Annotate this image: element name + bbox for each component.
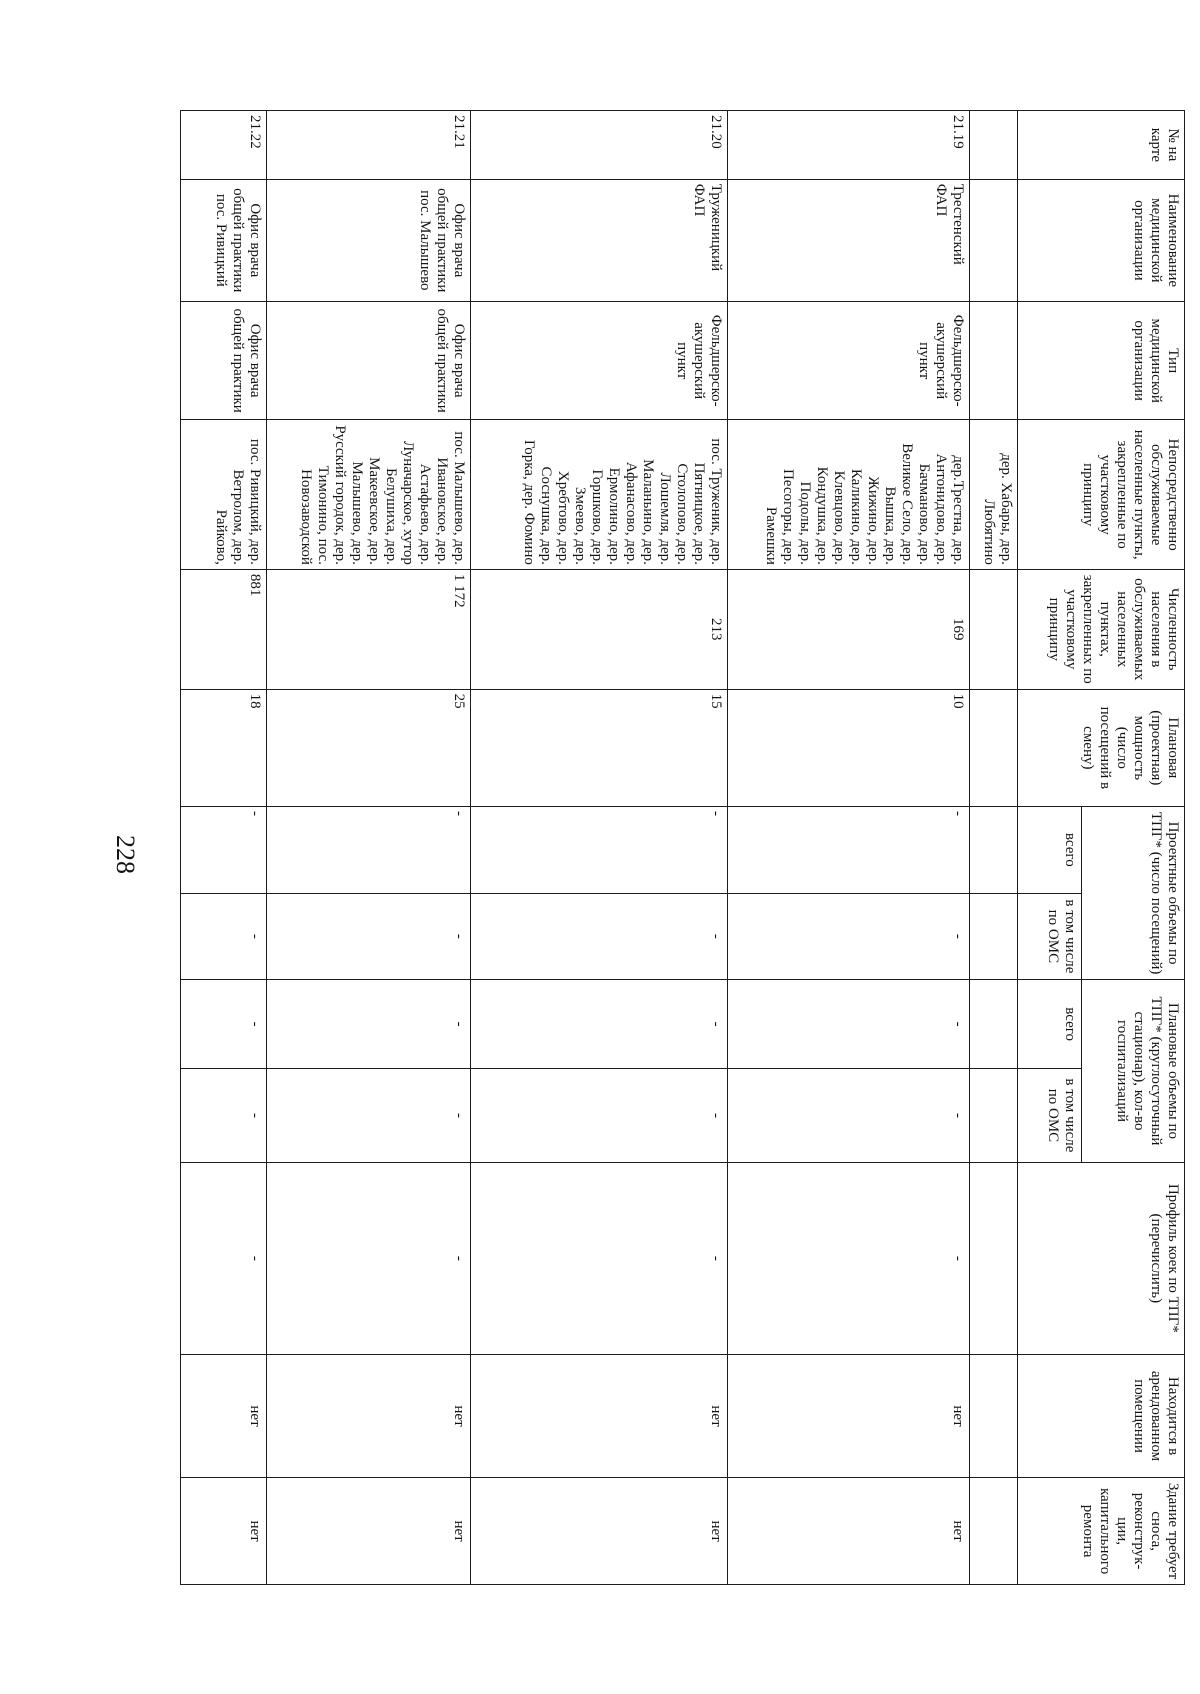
continuation-row: [970, 111, 1017, 1585]
row-population: 213: [470, 569, 727, 689]
header-type: Тип медицинской организации: [1017, 301, 1184, 420]
row-repair: нет: [266, 1478, 470, 1585]
row-design-oms: -: [266, 893, 470, 980]
row-rented: нет: [728, 1354, 970, 1477]
header-name: Наименование медицинской организации: [1017, 179, 1184, 301]
row-plan-oms: -: [470, 1069, 727, 1163]
header-beds: Профиль коек по ТПГ* (перечислить): [1017, 1162, 1184, 1354]
row-type: Офис врача общей практики: [181, 301, 267, 420]
row-name: Офис врача общей практики пос. Малышево: [266, 179, 470, 301]
header-plan-volumes: Плановые объемы по ТПГ* (круглосуточный стационар), кол-во госпитализаций: [1082, 980, 1185, 1163]
page-number: 228: [111, 835, 140, 874]
row-type: Фельдшерско-акушерский пункт: [728, 301, 970, 420]
row-num: 21.20: [470, 111, 727, 180]
header-design-volumes: Проектные объемы по ТПГ* (число посещений): [1082, 807, 1185, 980]
row-repair: нет: [181, 1478, 267, 1585]
header-rented: Находится в арендованном помещении: [1017, 1354, 1184, 1477]
row-rented: нет: [266, 1354, 470, 1477]
row-settlements: пос. Труженик, дер. Пятницкое, дер. Столопово, дер. Лошемля, дер. Маланьино, дер. Афанасово, дер. Ермолино, дер. Горшково, дер. Змеево, дер. Хребтово, дер. Соснушка, дер. Горка, дер. Фомино: [470, 420, 727, 569]
row-type: Фельдшерско-акушерский пункт: [470, 301, 727, 420]
row-plan-total: -: [470, 980, 727, 1069]
header-num: № на карте: [1017, 111, 1184, 180]
cell-empty: [970, 1069, 1017, 1163]
row-plan-total: -: [728, 980, 970, 1069]
row-design-total: -: [266, 807, 470, 894]
row-settlements: пос. Малышево, дер. Ивановское, дер. Астафьево, дер. Луначарское, хутор Белушиха, дер. Макеевское, дер. Малышево, дер. Русский городок, дер. Тимонино, пос. Новозаводской: [266, 420, 470, 569]
row-beds: -: [728, 1162, 970, 1354]
cell-empty: [970, 569, 1017, 689]
row-design-total: -: [470, 807, 727, 894]
cell-empty: [970, 1478, 1017, 1585]
row-capacity: 10: [728, 689, 970, 806]
header-plan-oms: в том числе по ОМС: [1017, 1069, 1081, 1163]
row-plan-total: -: [181, 980, 267, 1069]
row-num: 21.21: [266, 111, 470, 180]
header-capacity: Плановая (проектная) мощность (число посещений в смену): [1017, 689, 1184, 806]
row-capacity: 25: [266, 689, 470, 806]
header-design-total: всего: [1017, 807, 1081, 894]
row-beds: -: [181, 1162, 267, 1354]
row-repair: нет: [470, 1478, 727, 1585]
row-design-oms: -: [470, 893, 727, 980]
cell-empty: [970, 111, 1017, 180]
header-repair: Здание требует сноса, реконструк-ции, капитального ремонта: [1017, 1478, 1184, 1585]
cell-empty: [970, 301, 1017, 420]
cell-empty: [970, 689, 1017, 806]
header-plan-total: всего: [1017, 980, 1081, 1069]
row-capacity: 15: [470, 689, 727, 806]
row-settlements: пос. Ривицкий, дер. Ветролом, дер. Райково,: [181, 420, 267, 569]
row-capacity: 18: [181, 689, 267, 806]
medical-organizations-table: [180, 110, 1185, 1585]
header-population: Численность населения в обслуживаемых населенных пунктах, закрепленных по участковому принципу: [1017, 569, 1184, 689]
row-plan-oms: -: [728, 1069, 970, 1163]
row-plan-oms: -: [181, 1069, 267, 1163]
row-design-total: -: [181, 807, 267, 894]
header-row-1: [1082, 111, 1185, 1585]
rotated-table-wrapper: [180, 110, 1185, 1585]
header-settlements: Непосредственно обслуживаемые населенные пункты, закрепленные по участковому принципу: [1017, 420, 1184, 569]
cell-empty: [970, 980, 1017, 1069]
cell-empty: [970, 807, 1017, 894]
row-population: 881: [181, 569, 267, 689]
continuation-settlements: дер. Хабары, дер. Любятино: [970, 420, 1017, 569]
cell-empty: [970, 179, 1017, 301]
row-beds: -: [266, 1162, 470, 1354]
row-population: 1 172: [266, 569, 470, 689]
table-row: [728, 111, 970, 1585]
row-design-total: -: [728, 807, 970, 894]
row-plan-oms: -: [266, 1069, 470, 1163]
row-name: Офис врача общей практики пос. Ривицкий: [181, 179, 267, 301]
cell-empty: [970, 1354, 1017, 1477]
row-plan-total: -: [266, 980, 470, 1069]
table-row: [266, 111, 470, 1585]
header-design-oms: в том числе по ОМС: [1017, 893, 1081, 980]
cell-empty: [970, 1162, 1017, 1354]
row-type: Офис врача общей практики: [266, 301, 470, 420]
row-num: 21.19: [728, 111, 970, 180]
row-design-oms: -: [728, 893, 970, 980]
row-population: 169: [728, 569, 970, 689]
row-repair: нет: [728, 1478, 970, 1585]
row-design-oms: -: [181, 893, 267, 980]
row-name: Труженицкий ФАП: [470, 179, 727, 301]
row-name: Трестенский ФАП: [728, 179, 970, 301]
row-rented: нет: [181, 1354, 267, 1477]
table-row: [181, 111, 267, 1585]
row-rented: нет: [470, 1354, 727, 1477]
table-row: [470, 111, 727, 1585]
row-num: 21.22: [181, 111, 267, 180]
cell-empty: [970, 893, 1017, 980]
row-settlements: дер.Трестна, дер. Антонидово, дер. Бачманово, дер. Великое Село, дер. Вышка, дер. Жижино, дер. Каликино, дер. Клевцово, дер. Кондушка, дер. Подолы, дер. Песогоры, дер. Рамешки: [728, 420, 970, 569]
row-beds: -: [470, 1162, 727, 1354]
